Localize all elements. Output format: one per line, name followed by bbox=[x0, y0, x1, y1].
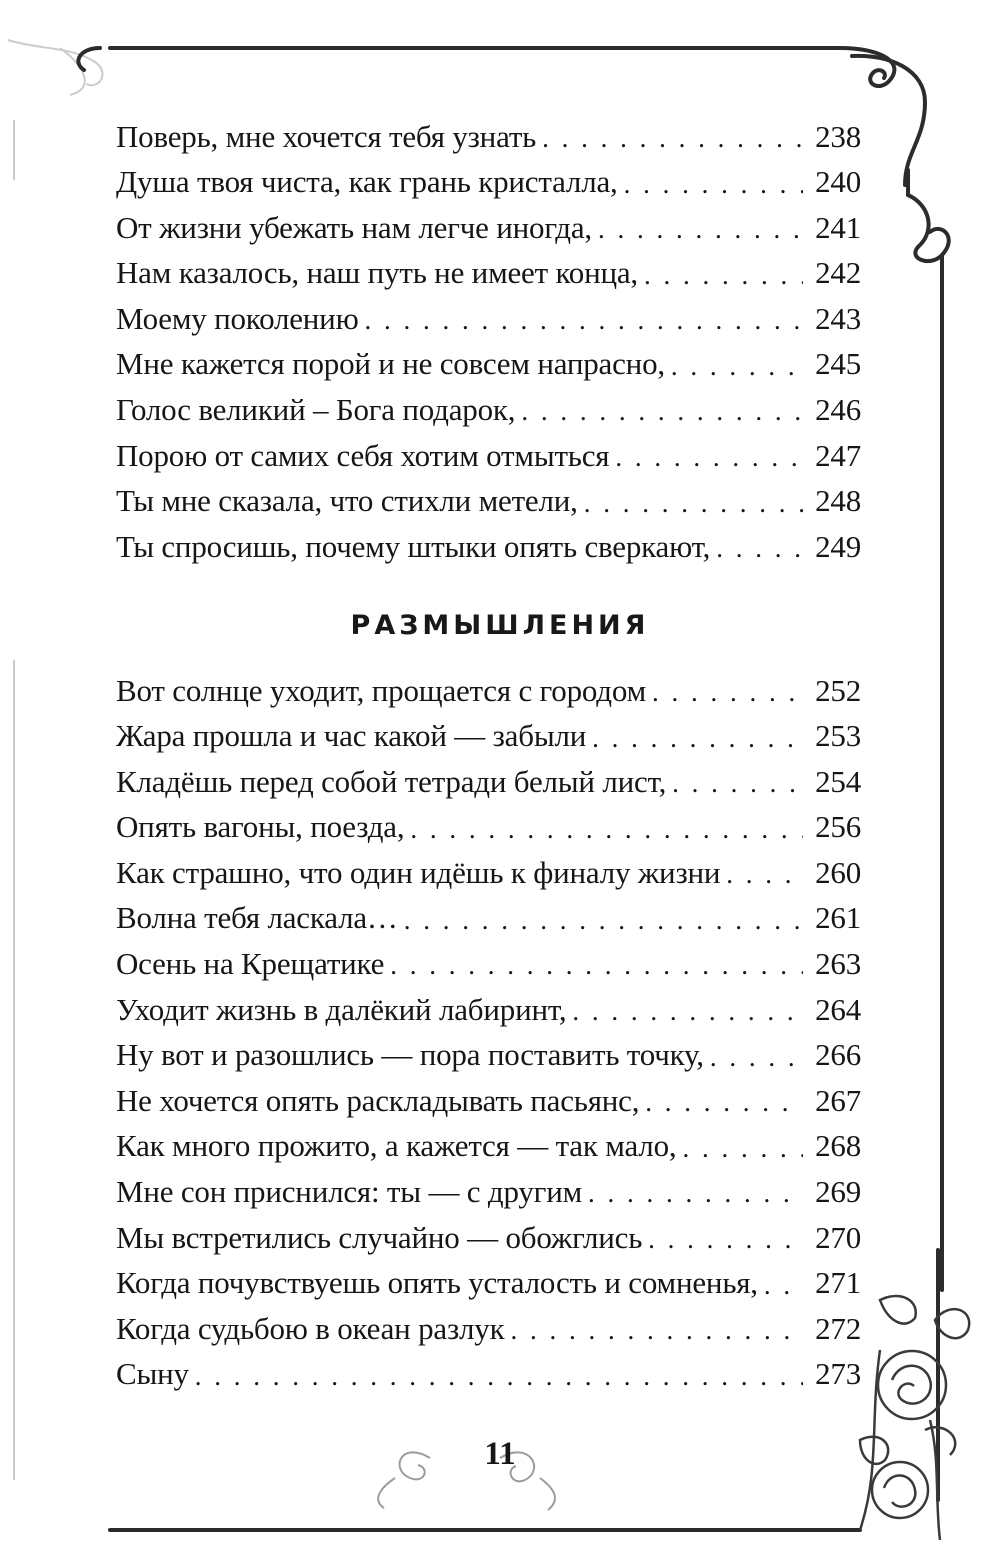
toc-entry[interactable] bbox=[116, 981, 861, 1027]
toc-title: Вот солнце уходит, прощается с городом bbox=[116, 672, 647, 708]
toc-page: 254 bbox=[815, 763, 861, 799]
leader-dots bbox=[624, 170, 803, 200]
frame-right-line bbox=[908, 170, 942, 1290]
toc-page: 269 bbox=[815, 1174, 861, 1210]
toc-page: 268 bbox=[815, 1128, 861, 1164]
toc-entry[interactable] bbox=[116, 708, 861, 754]
leader-dots bbox=[648, 1225, 803, 1255]
toc-title: Ты спросишь, почему штыки опять сверкают, bbox=[116, 528, 711, 564]
toc-page: 246 bbox=[815, 392, 861, 428]
toc-page: 272 bbox=[815, 1310, 861, 1346]
leader-dots bbox=[671, 352, 803, 382]
leader-dots bbox=[542, 124, 803, 154]
toc-page: 271 bbox=[815, 1265, 861, 1301]
toc-page: 267 bbox=[815, 1082, 861, 1118]
leader-dots bbox=[410, 815, 803, 845]
toc-entry[interactable] bbox=[116, 753, 861, 799]
toc-entry[interactable] bbox=[116, 799, 861, 845]
toc-title: Уходит жизнь в далёкий лабиринт, bbox=[116, 991, 567, 1027]
toc-entry[interactable] bbox=[116, 518, 861, 564]
toc-page: 252 bbox=[815, 672, 861, 708]
toc-entry[interactable] bbox=[116, 890, 861, 936]
toc-title: Когда почувствуешь опять усталость и сомненья, bbox=[116, 1265, 758, 1301]
toc-entry[interactable] bbox=[116, 1300, 861, 1346]
leader-dots bbox=[682, 1134, 803, 1164]
toc-title: Мы встретились случайно — обожглись bbox=[116, 1219, 643, 1255]
toc-page: 261 bbox=[815, 900, 861, 936]
toc-page: 245 bbox=[815, 346, 861, 382]
leader-dots bbox=[598, 215, 803, 245]
toc-title: Сыну bbox=[116, 1356, 189, 1392]
toc-list-top bbox=[116, 108, 861, 564]
toc-title: От жизни убежать нам легче иногда, bbox=[116, 209, 592, 245]
toc-page: 238 bbox=[815, 118, 861, 154]
toc-entry[interactable] bbox=[116, 108, 861, 154]
toc-title: Как много прожито, а кажется — так мало, bbox=[116, 1128, 677, 1164]
leader-dots bbox=[710, 1043, 803, 1073]
toc-page: 264 bbox=[815, 991, 861, 1027]
toc-page: 256 bbox=[815, 809, 861, 845]
leader-dots bbox=[390, 951, 803, 981]
toc-page: 273 bbox=[815, 1356, 861, 1392]
toc-entry[interactable] bbox=[116, 1209, 861, 1255]
leader-dots bbox=[195, 1362, 803, 1392]
toc-title: Кладёшь перед собой тетради белый лист, bbox=[116, 763, 667, 799]
toc-entry[interactable] bbox=[116, 662, 861, 708]
toc-title: Опять вагоны, поезда, bbox=[116, 809, 405, 845]
rose-ornament bbox=[860, 1296, 969, 1540]
toc-entry[interactable] bbox=[116, 427, 861, 473]
toc-title: Голос великий – Бога подарок, bbox=[116, 392, 516, 428]
toc-entry[interactable] bbox=[116, 844, 861, 890]
leader-dots bbox=[588, 1179, 803, 1209]
leader-dots bbox=[521, 397, 803, 427]
toc-entry[interactable] bbox=[116, 1346, 861, 1392]
toc-page: 253 bbox=[815, 718, 861, 754]
toc-title: Мне сон приснился: ты — с другим bbox=[116, 1174, 583, 1210]
toc-entry[interactable] bbox=[116, 154, 861, 200]
toc-entry[interactable] bbox=[116, 473, 861, 519]
toc-entry[interactable] bbox=[116, 1118, 861, 1164]
leader-dots bbox=[716, 534, 803, 564]
toc-title: Жара прошла и час какой — забыли bbox=[116, 718, 587, 754]
leader-dots bbox=[644, 261, 803, 291]
toc-title: Нам казалось, наш путь не имеет конца, bbox=[116, 255, 638, 291]
toc-page: 270 bbox=[815, 1219, 861, 1255]
toc-title: Ты мне сказала, что стихли метели, bbox=[116, 483, 578, 519]
toc-entry[interactable] bbox=[116, 1255, 861, 1301]
leader-dots bbox=[726, 860, 803, 890]
toc-entry[interactable] bbox=[116, 936, 861, 982]
leader-dots bbox=[672, 769, 803, 799]
toc-page: 240 bbox=[815, 164, 861, 200]
leader-dots bbox=[572, 997, 803, 1027]
leader-dots bbox=[764, 1271, 803, 1301]
toc-page: 249 bbox=[815, 528, 861, 564]
toc-entry[interactable] bbox=[116, 1072, 861, 1118]
toc-entry[interactable] bbox=[116, 336, 861, 382]
leader-dots bbox=[592, 724, 803, 754]
toc-title: Моему поколению bbox=[116, 300, 359, 336]
toc-page: 248 bbox=[815, 483, 861, 519]
toc-entry[interactable] bbox=[116, 199, 861, 245]
toc-page: 260 bbox=[815, 854, 861, 890]
toc-title: Порою от самих себя хотим отмыться bbox=[116, 437, 610, 473]
leader-dots bbox=[365, 306, 803, 336]
toc-entry[interactable] bbox=[116, 1164, 861, 1210]
leader-dots bbox=[615, 443, 803, 473]
toc-page: 266 bbox=[815, 1037, 861, 1073]
toc-title: Ну вот и разошлись — пора поставить точку, bbox=[116, 1037, 704, 1073]
toc-page: 243 bbox=[815, 300, 861, 336]
toc-entry[interactable] bbox=[116, 382, 861, 428]
toc-title: Осень на Крещатике bbox=[116, 946, 385, 982]
toc-page: 263 bbox=[815, 946, 861, 982]
leader-dots bbox=[652, 678, 803, 708]
toc-title: Не хочется опять раскладывать пасьянс, bbox=[116, 1082, 640, 1118]
frame-top-right-scroll bbox=[840, 48, 894, 86]
leader-dots bbox=[584, 489, 803, 519]
toc-title: Волна тебя ласкала… bbox=[116, 900, 398, 936]
toc-title: Поверь, мне хочется тебя узнать bbox=[116, 118, 537, 154]
leader-dots bbox=[645, 1088, 803, 1118]
toc-page: 242 bbox=[815, 255, 861, 291]
toc-entry[interactable] bbox=[116, 290, 861, 336]
toc-entry[interactable] bbox=[116, 245, 861, 291]
toc-list-bottom bbox=[116, 662, 861, 1392]
leader-dots bbox=[510, 1316, 803, 1346]
leader-dots bbox=[404, 906, 803, 936]
page-number: 11 bbox=[484, 1436, 516, 1472]
toc-entry[interactable] bbox=[116, 1027, 861, 1073]
faint-corner-ornament bbox=[8, 40, 102, 1480]
toc-page: 247 bbox=[815, 437, 861, 473]
toc-title: Душа твоя чиста, как грань кристалла, bbox=[116, 164, 618, 200]
toc-page: 241 bbox=[815, 209, 861, 245]
toc-title: Когда судьбою в океан разлук bbox=[116, 1310, 505, 1346]
toc-title: Мне кажется порой и не совсем напрасно, bbox=[116, 346, 665, 382]
section-heading: РАЗМЫШЛЕНИЯ bbox=[350, 610, 650, 641]
toc-title: Как страшно, что один идёшь к финалу жизни bbox=[116, 854, 721, 890]
